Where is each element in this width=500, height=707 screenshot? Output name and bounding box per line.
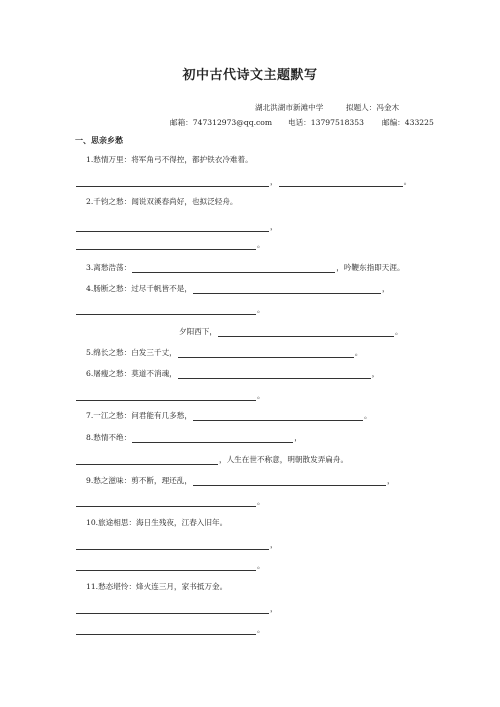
answer-blank[interactable] <box>76 241 256 250</box>
question-4 <box>86 284 390 294</box>
period: 。 <box>257 305 265 314</box>
question-2-answer-row-1 <box>75 222 278 232</box>
section-heading: 一、思亲乡愁 <box>75 135 123 145</box>
comma: ， <box>371 369 380 378</box>
comma: ， <box>270 604 278 613</box>
question-10 <box>86 518 227 528</box>
answer-blank[interactable] <box>76 178 269 187</box>
question-11 <box>86 582 227 592</box>
question-4-sunset-row <box>179 327 403 337</box>
question-4-answer-row <box>75 305 265 315</box>
answer-blank[interactable] <box>76 456 218 465</box>
period: 。 <box>257 625 265 634</box>
period: 。 <box>257 561 265 570</box>
question-7 <box>86 411 372 421</box>
question-4-sunset-text: 夕阳西下， <box>179 327 217 336</box>
question-6-text: 6.屠瘦之愁：莫道不消魂， <box>86 369 177 378</box>
answer-blank[interactable] <box>279 178 403 187</box>
answer-blank[interactable] <box>76 306 256 315</box>
page-title: 初中古代诗文主题默写 <box>182 68 318 83</box>
author-email: 邮箱：747312973@qq.com <box>170 118 273 127</box>
answer-blank[interactable] <box>132 264 335 273</box>
question-1-text: 1.愁情万里：将军角弓不得控，都护铁衣冷难着。 <box>86 155 253 164</box>
question-10-text: 10.旅途相思：海日生残夜，江春入旧年。 <box>86 518 228 527</box>
comma: ， <box>270 177 278 186</box>
question-3-suffix: ，吟鞭东指即天涯。 <box>336 263 405 272</box>
question-6 <box>86 369 379 379</box>
question-8 <box>86 433 302 443</box>
question-10-answer-row-1 <box>75 540 278 550</box>
question-5-text: 5.绵长之愁：白发三千丈， <box>86 348 177 357</box>
answer-blank[interactable] <box>132 434 293 443</box>
question-2-answer-row-2 <box>75 240 265 250</box>
comma: ， <box>386 476 395 485</box>
answer-blank[interactable] <box>76 392 256 401</box>
question-2-text: 2.千钧之愁：闻说双溪春尚好，也拟泛轻舟。 <box>86 197 238 206</box>
question-9-answer-row <box>75 497 265 507</box>
answer-blank[interactable] <box>178 349 354 358</box>
question-7-text: 7.一江之愁：问君能有几多愁， <box>86 411 192 420</box>
question-8-text: 8.愁情不绝： <box>86 433 132 442</box>
answer-blank[interactable] <box>76 498 256 507</box>
comma: ， <box>294 433 302 442</box>
period: 。 <box>403 177 412 186</box>
answer-blank[interactable] <box>178 370 371 379</box>
period: 。 <box>354 348 363 357</box>
question-6-answer-row <box>75 391 265 401</box>
answer-blank[interactable] <box>193 412 363 421</box>
school-name: 湖北洪湖市新滩中学 <box>255 103 324 112</box>
question-8-answer-row <box>75 455 348 465</box>
comma: ， <box>270 540 278 549</box>
question-9-text: 9.愁之滋味：剪不断，理还乱， <box>86 476 192 485</box>
period: 。 <box>257 391 265 400</box>
answer-blank[interactable] <box>76 562 256 571</box>
question-1-answer-row <box>75 177 411 187</box>
author-phone: 电话：13797518353 <box>288 118 364 127</box>
comma: ， <box>381 284 390 293</box>
question-11-answer-row-2 <box>75 625 265 635</box>
question-3 <box>86 263 405 273</box>
answer-blank[interactable] <box>76 626 256 635</box>
question-9 <box>86 476 395 486</box>
question-11-text: 11.愁态堪怜：烽火连三月，家书抵万金。 <box>86 582 228 591</box>
answer-blank[interactable] <box>193 477 386 486</box>
author-postcode: 邮编：433225 <box>382 118 434 127</box>
period: 。 <box>257 497 265 506</box>
question-3-prefix: 3.离愁浩荡： <box>86 263 132 272</box>
question-2 <box>86 197 238 207</box>
answer-blank[interactable] <box>193 285 381 294</box>
question-5 <box>86 348 362 358</box>
answer-blank[interactable] <box>76 541 269 550</box>
period: 。 <box>257 240 265 249</box>
question-1 <box>86 155 253 165</box>
answer-blank[interactable] <box>76 605 269 614</box>
period: 。 <box>394 327 403 336</box>
author-name: 拟题人：冯金木 <box>346 103 400 112</box>
question-8-suffix: ，人生在世不称意，明朝散发弄扁舟。 <box>219 455 349 464</box>
answer-blank[interactable] <box>76 223 269 232</box>
question-11-answer-row-1 <box>75 604 278 614</box>
question-10-answer-row-2 <box>75 561 265 571</box>
answer-blank[interactable] <box>218 328 394 337</box>
comma: ， <box>270 222 278 231</box>
question-4-text: 4.肠断之愁：过尽千帆皆不是， <box>86 284 192 293</box>
period: 。 <box>363 411 372 420</box>
